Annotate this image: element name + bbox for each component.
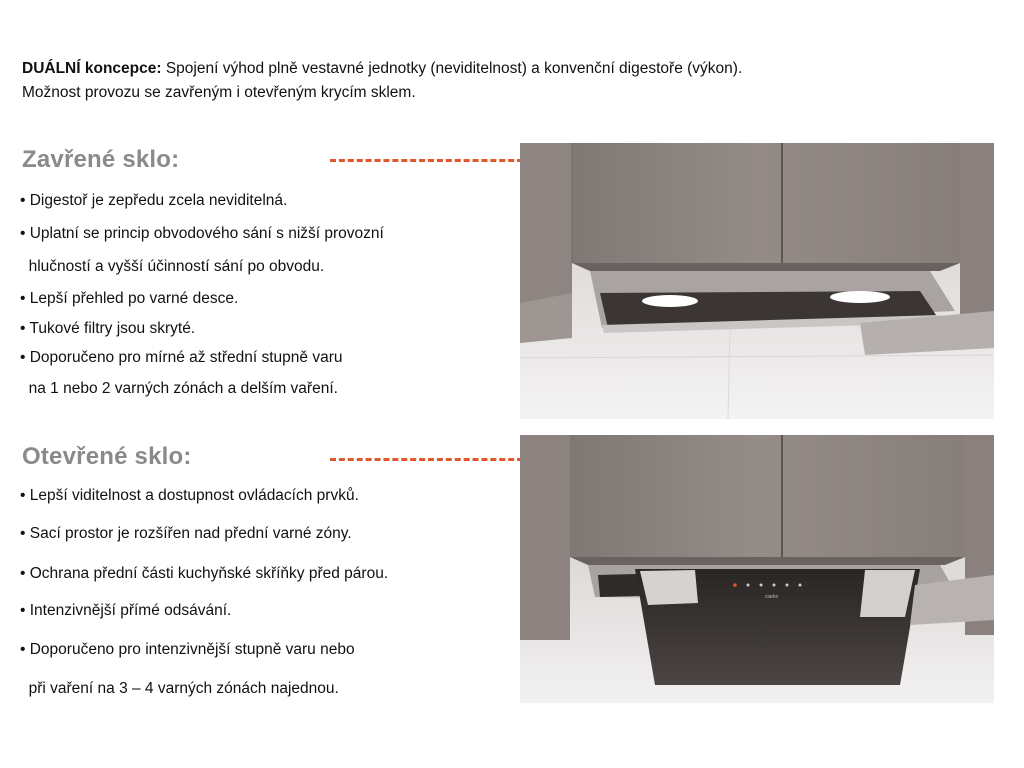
- closed-bullet: • Uplatní se princip obvodového sání s nižší provozní: [20, 225, 384, 242]
- open-bullet: • Ochrana přední části kuchyňské skříňky před párou.: [20, 565, 389, 582]
- closed-hood-photo: [520, 143, 994, 419]
- closed-bullet: hlučností a vyšší účinností sání po obvodu.: [20, 258, 325, 275]
- closed-glass-heading: Zavřené sklo:: [22, 146, 180, 173]
- intro-line-1: [22, 57, 742, 81]
- intro-line-2: Možnost provozu se zavřeným i otevřeným krycím sklem.: [22, 84, 416, 101]
- hood-brand-mark: ciarko: [765, 594, 779, 600]
- open-hood-photo: [520, 435, 994, 703]
- closed-bullet: • Doporučeno pro mírné až střední stupně varu: [20, 349, 343, 366]
- open-bullet: • Sací prostor je rozšířen nad přední varné zóny.: [20, 525, 352, 542]
- closed-bullet: • Tukové filtry jsou skryté.: [20, 320, 196, 337]
- open-glass-heading: Otevřené sklo:: [22, 443, 192, 470]
- closed-bullet: • Digestoř je zepředu zcela neviditelná.: [20, 192, 288, 209]
- intro-text: [22, 57, 742, 105]
- open-bullet: při vaření na 3 – 4 varných zónách najednou.: [20, 680, 339, 697]
- open-bullet: • Doporučeno pro intenzivnější stupně varu nebo: [20, 641, 355, 658]
- closed-bullet: na 1 nebo 2 varných zónách a delším vaření.: [20, 380, 338, 397]
- intro-bold-label: DUÁLNÍ koncepce:: [22, 60, 162, 77]
- open-bullet: • Intenzivnější přímé odsávání.: [20, 602, 232, 619]
- intro-line-1-rest: Spojení výhod plně vestavné jednotky (neviditelnost) a konvenční digestoře (výkon).: [161, 60, 743, 77]
- open-bullet: • Lepší viditelnost a dostupnost ovládacích prvků.: [20, 487, 359, 504]
- closed-bullet: • Lepší přehled po varné desce.: [20, 290, 239, 307]
